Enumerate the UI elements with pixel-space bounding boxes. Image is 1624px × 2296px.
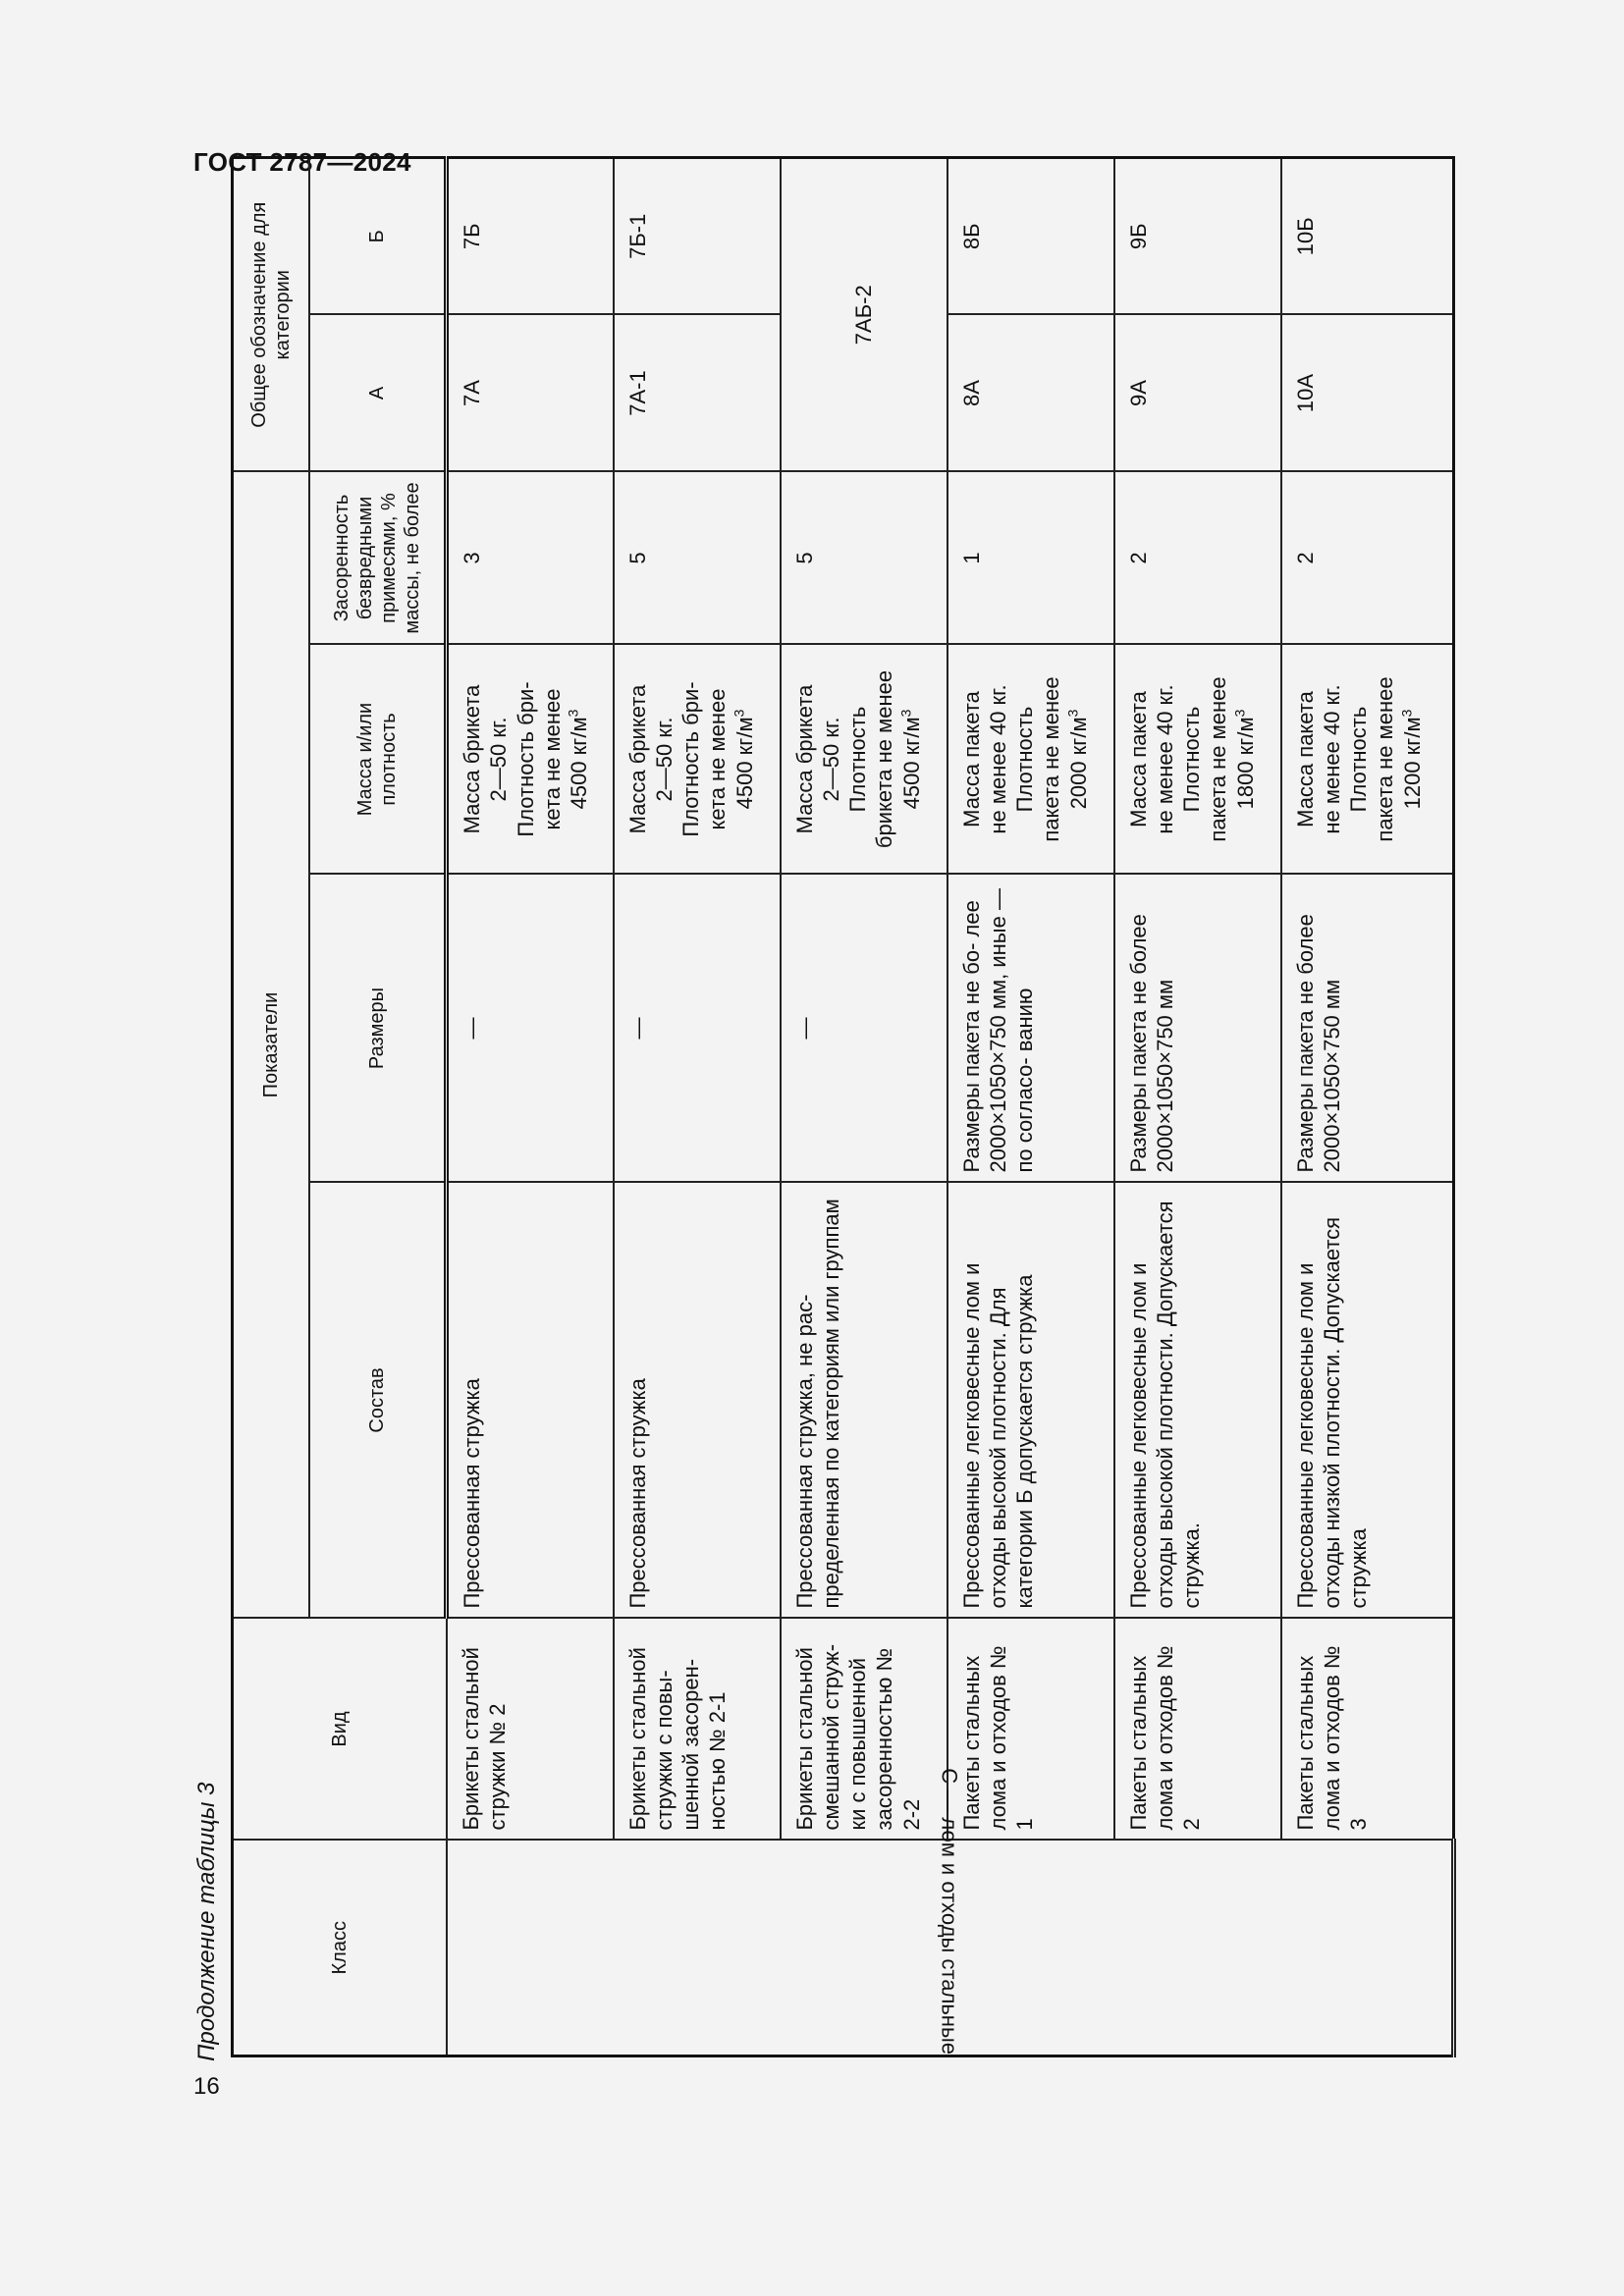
table-row xyxy=(947,158,1114,2056)
cat-a-cell: 10А xyxy=(1281,315,1454,472)
massa-cell: Масса пакета не менее 40 кг. Плотность пакета не менее 2000 $кг/м^3$ xyxy=(947,645,1114,875)
header-vid: Вид xyxy=(233,1619,447,1841)
header-razmery: Размеры xyxy=(309,875,447,1183)
table-continuation-caption: Продолжение таблицы 3 xyxy=(193,1782,220,2061)
cat-a-cell: 9А xyxy=(1114,315,1281,472)
header-massa: Масса и/или плотность xyxy=(309,645,447,875)
zasor-cell: 5 xyxy=(781,472,947,645)
zasor-cell: 3 xyxy=(447,472,614,645)
vid-cell: Брикеты стальной стружки № 2 xyxy=(447,1619,614,1841)
page-number: 16 xyxy=(193,2073,220,2100)
razmery-cell: — xyxy=(447,875,614,1183)
cat-b-cell: 10Б xyxy=(1281,158,1454,315)
zasor-cell: 1 xyxy=(947,472,1114,645)
zasor-cell: 2 xyxy=(1114,472,1281,645)
massa-cell: Масса пакета не менее 40 кг. Плотность пакета не менее 1800 $кг/м^3$ xyxy=(1114,645,1281,875)
rotated-table xyxy=(231,201,1452,2057)
massa-cell: Масса брикета 2—50 кг. Плотность брикета не менее 4500 $кг/м^3$ xyxy=(781,645,947,875)
vid-cell: Пакеты стальных лома и отходов № 2 xyxy=(1114,1619,1281,1841)
header-klass: Класс xyxy=(233,1841,447,2056)
vid-cell: Пакеты стальных лома и отходов № 3 xyxy=(1281,1619,1454,1841)
razmery-cell: Размеры пакета не бо- лее 2000×1050×750 мм, иные — по согласо- ванию xyxy=(947,875,1114,1183)
document-code: ГОСТ 2787—2024 xyxy=(193,147,411,177)
header-indicators: Показатели xyxy=(233,472,309,1619)
zasor-cell: 5 xyxy=(614,472,781,645)
cat-b-cell: 7Б-1 xyxy=(614,158,781,315)
sostav-cell: Прессованные легковесные лом и отходы низкой плотности. Допускается стружка xyxy=(1281,1183,1454,1619)
class-cell xyxy=(447,1768,1454,2056)
razmery-cell: — xyxy=(781,875,947,1183)
table-row xyxy=(1281,158,1454,2056)
cat-ab-cell: 7АБ-2 xyxy=(781,158,947,472)
sostav-cell: Прессованная стружка xyxy=(614,1183,781,1619)
vid-cell: Брикеты стальной стружки с повы- шенной засорен- ностью № 2-1 xyxy=(614,1619,781,1841)
header-sostav: Состав xyxy=(309,1183,447,1619)
cat-a-cell: 7А-1 xyxy=(614,315,781,472)
cat-b-cell: 8Б xyxy=(947,158,1114,315)
massa-cell: Масса брикета 2—50 кг. Плотность бри- кета не менее 4500 $кг/м^3$ xyxy=(447,645,614,875)
table-row xyxy=(781,158,947,2056)
table-row xyxy=(614,158,781,2056)
massa-cell: Масса брикета 2—50 кг. Плотность бри- кета не менее 4500 $кг/м^3$ xyxy=(614,645,781,875)
sostav-cell: Прессованные легковесные лом и отходы высокой плотности. Для категории Б допускается стружка xyxy=(947,1183,1114,1619)
vid-cell: Пакеты стальных лома и отходов № 1 xyxy=(947,1619,1114,1841)
razmery-cell: — xyxy=(614,875,781,1183)
table-row xyxy=(447,158,614,2056)
header-cat-b: Б xyxy=(309,158,447,315)
header-designation: Общее обозначение для категории xyxy=(233,158,309,472)
cat-b-cell: 9Б xyxy=(1114,158,1281,315)
header-zasor: Засоренность безвредными примесями, % массы, не более xyxy=(309,472,447,645)
razmery-cell: Размеры пакета не более 2000×1050×750 мм xyxy=(1281,875,1454,1183)
cat-a-cell: 8А xyxy=(947,315,1114,472)
header-cat-a: А xyxy=(309,315,447,472)
razmery-cell: Размеры пакета не более 2000×1050×750 мм xyxy=(1114,875,1281,1183)
class-label: С — лом и отходы стальные xyxy=(937,1768,962,2055)
vid-cell: Брикеты стальной смешанной струж- ки с повышенной засоренностью № 2-2 xyxy=(781,1619,947,1841)
zasor-cell: 2 xyxy=(1281,472,1454,645)
sostav-cell: Прессованная стружка xyxy=(447,1183,614,1619)
cat-a-cell: 7А xyxy=(447,315,614,472)
sostav-cell: Прессованная стружка, не рас- пределенная по категориям или группам xyxy=(781,1183,947,1619)
sostav-cell: Прессованные легковесные лом и отходы высокой плотности. Допускается стружка. xyxy=(1114,1183,1281,1619)
cat-b-cell: 7Б xyxy=(447,158,614,315)
scrap-classification-table xyxy=(231,156,1456,2057)
table-row xyxy=(1114,158,1281,2056)
massa-cell: Масса пакета не менее 40 кг. Плотность пакета не менее 1200 $кг/м^3$ xyxy=(1281,645,1454,875)
